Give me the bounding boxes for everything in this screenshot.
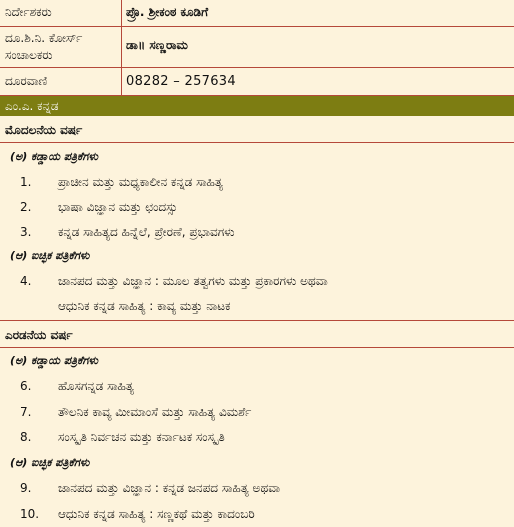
item-number: 1.	[20, 175, 32, 189]
year1-heading: ಮೊದಲನೆಯ ವರ್ಷ	[0, 117, 514, 143]
item-text: ಕನ್ನಡ ಸಾಹಿತ್ಯದ ಹಿನ್ನೆಲೆ, ಪ್ರೇರಣೆ, ಪ್ರಭಾವಗಳು	[58, 225, 235, 239]
item-text: ಜಾನಪದ ಮತ್ತು ವಿಜ್ಞಾನ : ಕನ್ನಡ ಜನಪದ ಸಾಹಿತ್ಯ ಅಥವಾ	[58, 481, 281, 495]
coordinator-row	[0, 27, 514, 68]
year2-heading: ಎರಡನೆಯ ವರ್ಷ	[0, 320, 514, 348]
list-item	[0, 374, 514, 398]
coordinator-label-line1: ದೂ.ಶಿ.ನಿ. ಕೋರ್ಸ್	[5, 31, 83, 45]
phone-value: 08282 – 257634	[126, 74, 236, 89]
list-item	[0, 220, 514, 244]
item-number: 6.	[20, 379, 32, 393]
list-item	[0, 269, 514, 293]
item-text: ಭಾಷಾ ವಿಜ್ಞಾನ ಮತ್ತು ಛಂದಸ್ಸು	[58, 200, 178, 214]
director-label: ನಿರ್ದೇಶಕರು	[0, 0, 122, 26]
list-item	[0, 195, 514, 219]
year1-optional-label: (ಆ) ಐಚ್ಛಿಕ ಪತ್ರಿಕೆಗಳು	[10, 249, 90, 262]
list-item	[0, 502, 514, 526]
item-number: 10.	[20, 507, 40, 521]
coordinator-value: ಡಾ॥ ಸಣ್ಣರಾಮ	[126, 38, 188, 52]
contact-info-table	[0, 0, 514, 96]
item-text: ತೌಲನಿಕ ಕಾವ್ಯ ಮೀಮಾಂಸೆ ಮತ್ತು ಸಾಹಿತ್ಯ ವಿಮರ್ಶೆ	[58, 405, 252, 419]
director-row	[0, 0, 514, 27]
item-text: ಆಧುನಿಕ ಕನ್ನಡ ಸಾಹಿತ್ಯ : ಸಣ್ಣಕಥೆ ಮತ್ತು ಕಾದಂಬರಿ	[58, 507, 255, 521]
item-text: ಹೊಸಗನ್ನಡ ಸಾಹಿತ್ಯ	[58, 379, 134, 393]
item-text: ಸಂಸ್ಕೃತಿ ನಿರ್ವಚನ ಮತ್ತು ಕರ್ನಾಟಕ ಸಂಸ್ಕೃತಿ	[58, 430, 225, 444]
list-item	[0, 476, 514, 500]
director-value: ಪ್ರೊ. ಶ್ರೀಕಂಠ ಕೂಡಿಗೆ	[126, 5, 209, 19]
list-item	[0, 294, 514, 318]
list-item	[0, 425, 514, 449]
item-number: 2.	[20, 200, 32, 214]
item-number: 7.	[20, 405, 32, 419]
list-item	[0, 170, 514, 194]
item-text: ಜಾನಪದ ಮತ್ತು ವಿಜ್ಞಾನ : ಮೂಲ ತತ್ವಗಳು ಮತ್ತು ಪ್ರಕಾರಗಳು ಅಥವಾ	[58, 274, 328, 288]
item-number: 8.	[20, 430, 32, 444]
phone-label: ದೂರವಾಣಿ	[0, 68, 122, 95]
item-number: 4.	[20, 274, 32, 288]
year2-optional-label: (ಆ) ಐಚ್ಛಿಕ ಪತ್ರಿಕೆಗಳು	[10, 456, 90, 469]
item-number: 9.	[20, 481, 32, 495]
course-title-bar: ಎಂ.ಎ. ಕನ್ನಡ	[0, 96, 514, 116]
item-number: 3.	[20, 225, 32, 239]
year2-compulsory-label: (ಅ) ಕಡ್ಡಾಯ ಪತ್ರಿಕೆಗಳು	[10, 354, 98, 367]
list-item	[0, 400, 514, 424]
phone-row	[0, 68, 514, 96]
year1-compulsory-label: (ಅ) ಕಡ್ಡಾಯ ಪತ್ರಿಕೆಗಳು	[10, 150, 98, 163]
item-text: ಪ್ರಾಚೀನ ಮತ್ತು ಮಧ್ಯಕಾಲೀನ ಕನ್ನಡ ಸಾಹಿತ್ಯ	[58, 175, 223, 189]
coordinator-label-line2: ಸಂಚಾಲಕರು	[5, 48, 53, 62]
item-text: ಆಧುನಿಕ ಕನ್ನಡ ಸಾಹಿತ್ಯ : ಕಾವ್ಯ ಮತ್ತು ನಾಟಕ	[58, 299, 231, 313]
coordinator-label	[0, 27, 122, 67]
